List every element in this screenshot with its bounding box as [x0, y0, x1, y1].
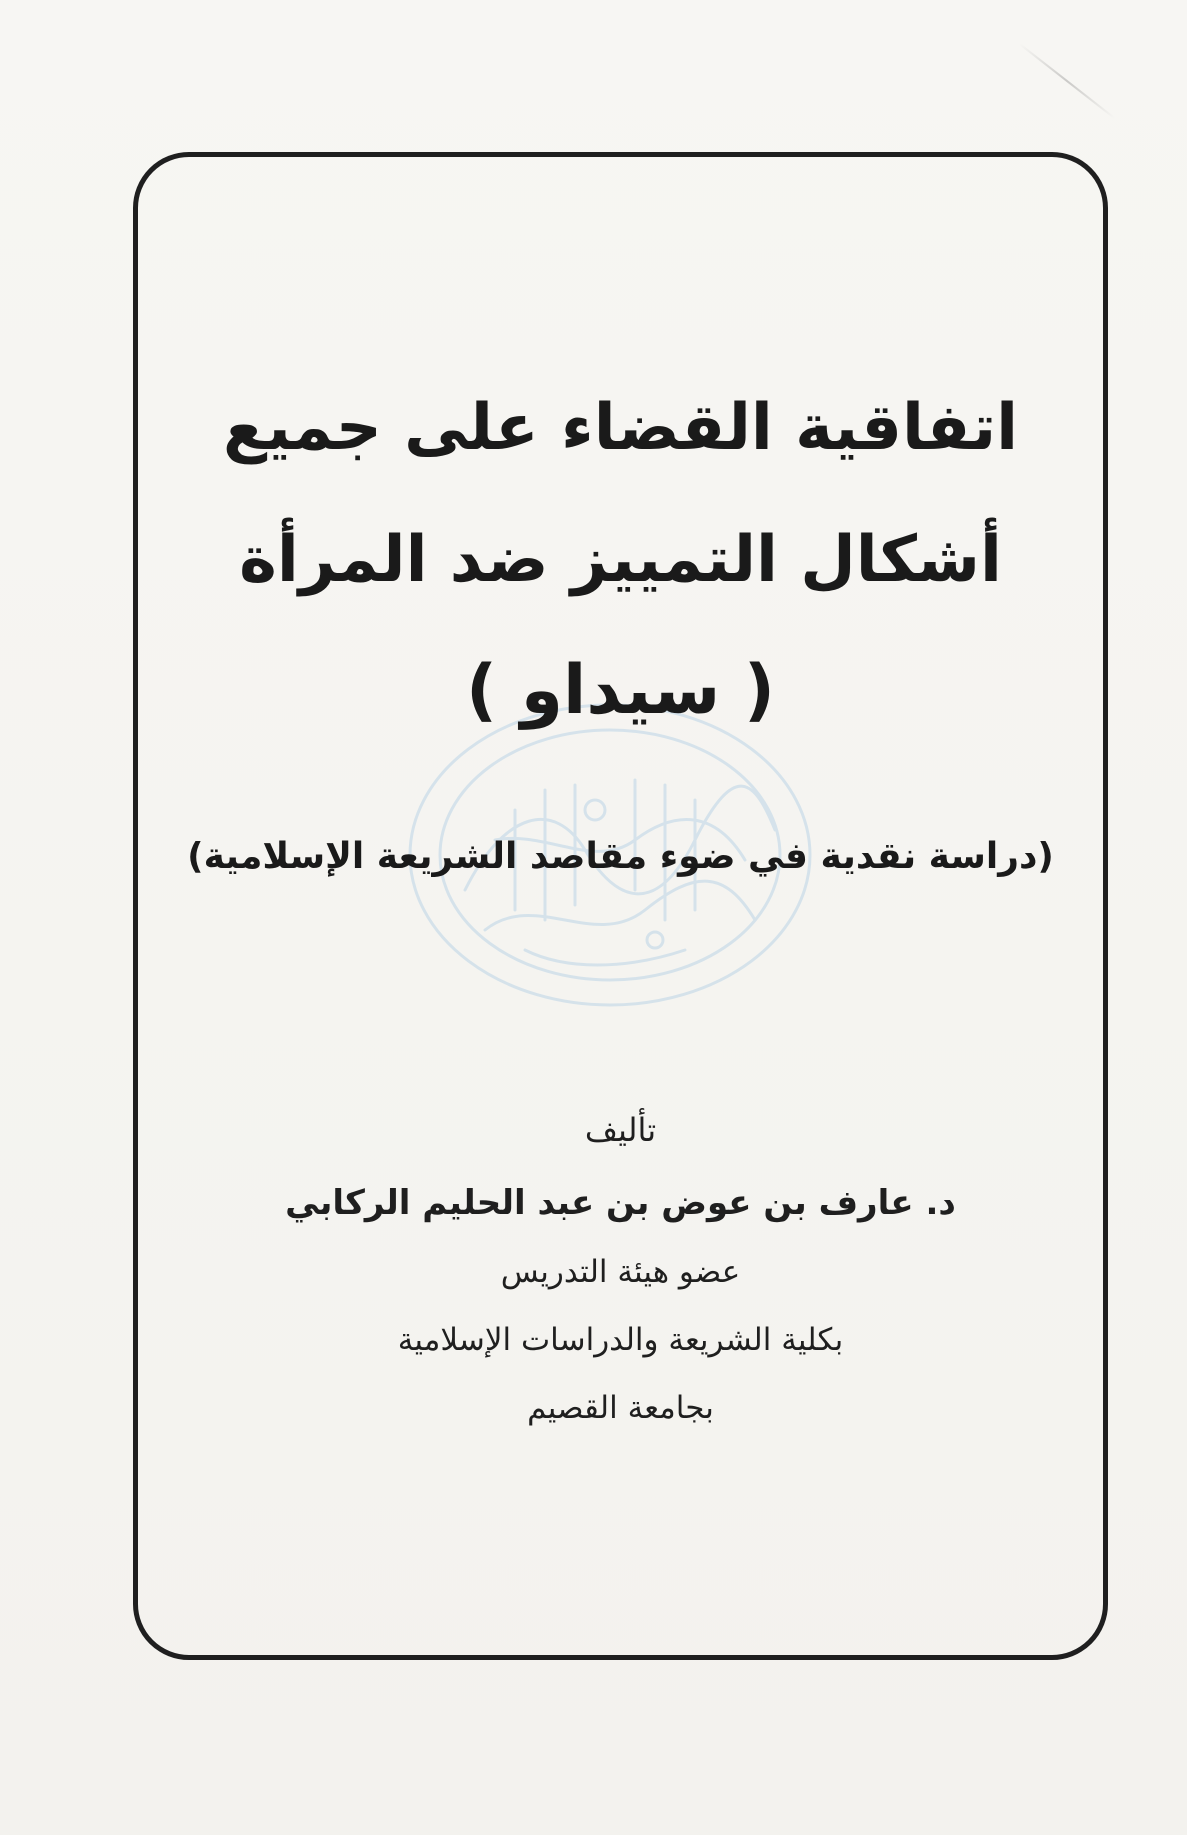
author-college: بكلية الشريعة والدراسات الإسلامية	[397, 1322, 844, 1358]
cover-title-line-3: ( سيداو )	[466, 651, 775, 730]
paper-crease	[1019, 43, 1115, 118]
authorship-label: تأليف	[584, 1111, 657, 1149]
author-role: عضو هيئة التدريس	[500, 1254, 741, 1290]
cover-title-line-2: أشكال التمييز ضد المرأة	[239, 523, 1002, 597]
cover-subtitle: (دراسة نقدية في ضوء مقاصد الشريعة الإسلامية)	[187, 836, 1054, 877]
author-name: د. عارف بن عوض بن عبد الحليم الركابي	[285, 1183, 956, 1223]
cover-title-line-1: اتفاقية القضاء على جميع	[222, 391, 1019, 465]
author-university: بجامعة القصيم	[527, 1390, 714, 1426]
